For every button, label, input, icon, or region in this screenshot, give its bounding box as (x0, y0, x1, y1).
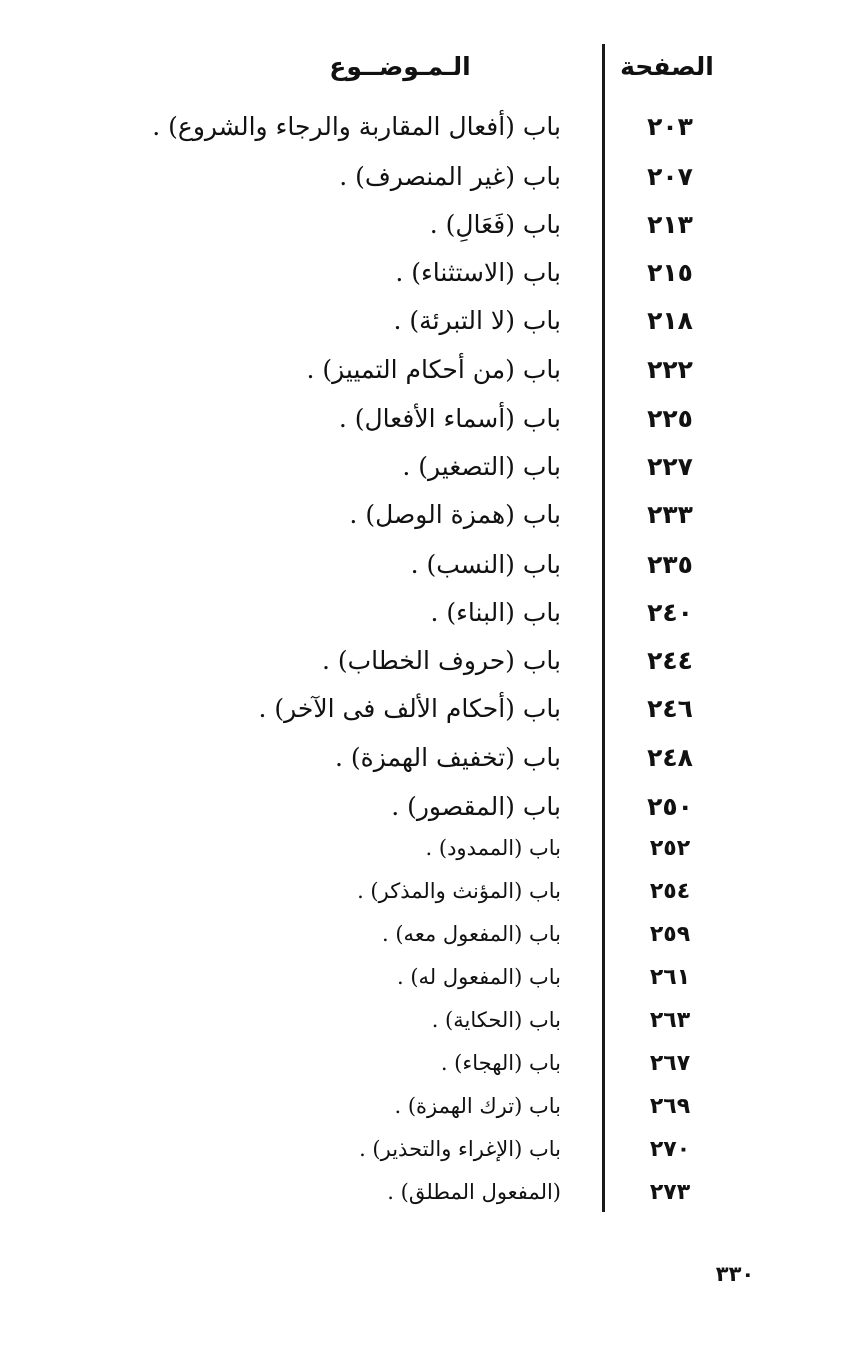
toc-page-number: ٢٦١ (649, 965, 691, 990)
toc-page-number: ٢٥٤ (649, 879, 691, 904)
toc-topic: باب (الاستثناء) . (395, 258, 561, 287)
toc-page-number: ٢٠٧ (647, 162, 693, 191)
toc-page-number: ٢٥٩ (649, 922, 691, 947)
toc-topic: باب (غير المنصرف) . (339, 162, 561, 191)
toc-topic: باب (همزة الوصل) . (349, 500, 561, 529)
toc-topic: باب (المؤنث والمذكر) . (357, 879, 561, 903)
toc-page-number: ٢٤٤ (647, 646, 693, 675)
toc-page-number: ٢٠٣ (647, 112, 693, 141)
toc-topic: باب (تخفيف الهمزة) . (334, 743, 561, 772)
toc-topic: باب (فَعَالِ) . (429, 210, 561, 239)
toc-page-number: ٢٦٧ (649, 1051, 691, 1076)
column-divider (602, 44, 605, 1212)
toc-topic: (المفعول المطلق) . (387, 1180, 561, 1204)
toc-page-number: ٢١٥ (647, 258, 693, 287)
toc-topic: باب (أفعال المقاربة والرجاء والشروع) . (152, 112, 561, 141)
toc-page-number: ٢٤٠ (647, 598, 693, 627)
toc-topic: باب (الهجاء) . (440, 1051, 561, 1075)
toc-topic: باب (النسب) . (410, 550, 561, 579)
toc-topic: باب (البناء) . (430, 598, 561, 627)
toc-page-number: ٢٢٧ (647, 452, 693, 481)
toc-page-number: ٢١٣ (647, 210, 693, 239)
toc-topic: باب (الممدود) . (425, 836, 561, 860)
toc-page-number: ٢٥٢ (649, 836, 691, 861)
toc-page-number: ٢١٨ (647, 306, 693, 335)
toc-page-number: ٢٢٢ (647, 355, 693, 384)
toc-topic: باب (التصغير) . (402, 452, 561, 481)
toc-topic: باب (الإغراء والتحذير) . (359, 1137, 561, 1161)
toc-topic: باب (المفعول له) . (397, 965, 561, 989)
topic-column-header: الـمـوضــوع (329, 52, 471, 81)
toc-page-number: ٢٧٠ (649, 1137, 691, 1162)
toc-topic: باب (المفعول معه) . (382, 922, 561, 946)
toc-topic: باب (ترك الهمزة) . (394, 1094, 561, 1118)
toc-page-number: ٢٢٥ (647, 404, 693, 433)
toc-topic: باب (أسماء الأفعال) . (338, 404, 561, 433)
toc-page-number: ٢٧٣ (649, 1180, 691, 1205)
toc-topic: باب (المقصور) . (391, 792, 561, 821)
toc-page-number: ٢٤٨ (647, 743, 693, 772)
toc-page-number: ٢٥٠ (647, 792, 693, 821)
toc-topic: باب (الحكاية) . (431, 1008, 561, 1032)
toc-page-number: ٢٣٣ (647, 500, 693, 529)
toc-page-number: ٢٣٥ (647, 550, 693, 579)
page-number: ٣٣٠ (715, 1262, 755, 1286)
toc-topic: باب (حروف الخطاب) . (321, 646, 561, 675)
toc-topic: باب (أحكام الألف فى الآخر) . (258, 694, 561, 723)
toc-topic: باب (لا التبرئة) . (393, 306, 561, 335)
page-column-header: الصفحة (620, 52, 714, 81)
toc-page-number: ٢٤٦ (647, 694, 693, 723)
toc-page-number: ٢٦٣ (649, 1008, 691, 1033)
toc-page-number: ٢٦٩ (649, 1094, 691, 1119)
toc-topic: باب (من أحكام التمييز) . (306, 355, 561, 384)
